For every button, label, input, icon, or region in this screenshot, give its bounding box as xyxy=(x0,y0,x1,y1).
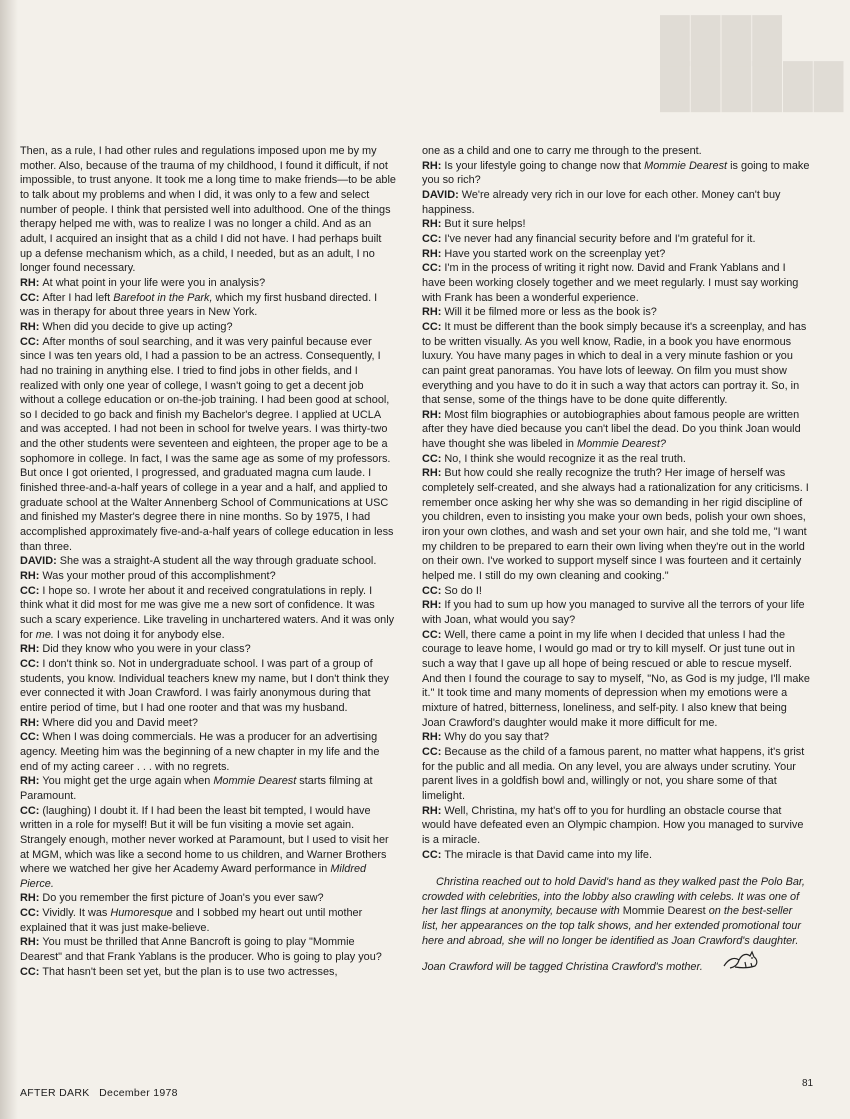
interview-paragraph xyxy=(20,584,396,643)
speaker-label: RH: xyxy=(20,276,43,289)
speaker-label: CC: xyxy=(422,848,445,861)
paragraph-text: I was not doing it for anybody else. xyxy=(53,628,225,641)
interview-paragraph xyxy=(422,730,810,745)
speaker-label: CC: xyxy=(20,657,43,670)
paragraph-text: Do you remember the first picture of Joan's you ever saw? xyxy=(42,892,324,905)
paragraph-text: But how could she really recognize the truth? Her image of herself was completely self-created, and she always had a rationalization for any criticisms. I remember once asking her why she was so demanding in her rigid discipline of you children, even to insisting you make your own beds, polish your own shoes, iron your own clothes, and wash and set your own hair, and she told me, "I want my children to be prepared to earn their own living when they're out in the world on their own. I've worked to support myself since I was fourteen and it certainly helped me. I still do my own cleaning and cooking." xyxy=(422,467,809,583)
paragraph-text: I've never had any financial security before and I'm grateful for it. xyxy=(444,232,756,245)
interview-paragraph xyxy=(20,804,396,892)
interview-paragraph xyxy=(20,320,396,335)
paragraph-text: Then, as a rule, I had other rules and regulations imposed upon me by my mother. Also, because of the trauma of my childhood, I found it difficult, if not impossible, to trust anyone. It took me a long time to make friends—to be able to talk about my problems and when I did, it was only to a few and select number of people. I think that persisted well into adulthood. One of the things therapy helped me with, was to realize I was no longer a child. And as an adult, I acquired an insight that as a child I did not have. I had perhaps built up a defense mechanism which, as a child, I needed, but as an adult, I no longer found necessary. xyxy=(20,145,396,275)
speaker-label: CC: xyxy=(20,907,43,920)
paragraph-text: I'm in the process of writing it right now. David and Frank Yablans and I have been working closely together and we meet regularly. I must say working with Frank has been a wonderful experience. xyxy=(422,262,799,304)
cat-sketch-icon xyxy=(707,948,761,975)
title-reference: Mommie Dearest? xyxy=(577,438,666,451)
interview-paragraph xyxy=(20,642,396,657)
title-reference: Barefoot in the Park, xyxy=(113,291,213,304)
interview-paragraph xyxy=(20,554,396,569)
interview-paragraph xyxy=(422,745,810,804)
interview-paragraph xyxy=(422,232,810,247)
interview-paragraph xyxy=(20,716,396,731)
speaker-label: CC: xyxy=(20,965,43,978)
paragraph-text: Did they know who you were in your class? xyxy=(42,643,251,656)
speaker-label: CC: xyxy=(20,584,43,597)
speaker-label: RH: xyxy=(422,599,445,612)
issue-date: December 1978 xyxy=(99,1087,178,1099)
speaker-label: RH: xyxy=(422,731,445,744)
closing-paragraph: Christina reached out to hold David's hand as they walked past the Polo Bar, crowded with celebrities, into the lobby also crawling with celebs. It was one of her last flings at anonymity, because with Mommie Dearest on the best-seller list, her appearances on the top talk shows, and her extended promotional tour here and abroad, she will no longer be identified as Joan Crawford's daughter. Joan Crawford will be tagged Christina Crawford's mother. xyxy=(422,876,805,974)
paragraph-text: Why do you say that? xyxy=(444,731,550,744)
speaker-label: CC: xyxy=(20,731,43,744)
interview-paragraph xyxy=(20,891,396,906)
interview-paragraph xyxy=(20,335,396,555)
interview-paragraph xyxy=(20,730,396,774)
speaker-label: RH: xyxy=(422,467,445,480)
interview-paragraph xyxy=(20,657,396,716)
paragraph-text: Was your mother proud of this accomplishment? xyxy=(42,570,276,583)
paragraph-text: At what point in your life were you in analysis? xyxy=(42,276,266,289)
interview-paragraph xyxy=(20,906,396,935)
interview-paragraph xyxy=(20,144,396,276)
interview-paragraph xyxy=(422,408,810,452)
paragraph-text: starts filming at Paramount. xyxy=(20,775,373,802)
speaker-label: CC: xyxy=(422,628,445,641)
speaker-label: RH: xyxy=(20,320,43,333)
paragraph-text: Vividly. It was xyxy=(42,907,111,920)
paragraph-text: Will it be filmed more or less as the book is? xyxy=(444,306,657,319)
paragraph-text: Most film biographies or autobiographies about famous people are written after they have died because you can't libel the dead. Do you think Joan would have thought she was libeled in xyxy=(422,408,801,451)
footer-credit xyxy=(20,1087,178,1099)
speaker-label: CC: xyxy=(20,804,43,817)
paragraph-text: We're already very rich in our love for each other. Money can't buy happiness. xyxy=(422,188,781,216)
interview-paragraph xyxy=(422,320,810,408)
paragraph-text: After months of soul searching, and it was very painful because ever since I was ten years old, I had a passion to be an actress. Consequently, I had no training in anything else. I tried to find jobs in other fields, and I realized with only one year of college, I wasn't going to get a decent job without a college education or on-the-job training. I had been good at school, so I decided to go back and finish my Bachelor's degree. I applied at UCLA and was accepted. I had not been in school for twelve years. I was thirty-two and the other students were seventeen and eighteen, the proper age to be a sophomore in college. In fact, I was the same age as some of my professors. But once I got oriented, I progressed, and graduated magna cum laude. I finished three-and-a-half years of college in a year and a half, and applied to graduate school at the Walter Annenberg School of Communications at USC and finished my Master's degree there in nine months. So by 1975, I had accomplished approximately five-and-a-half years of college education in less than three. xyxy=(20,335,394,553)
left-column xyxy=(20,144,396,979)
paragraph-text: Where did you and David meet? xyxy=(42,716,198,729)
interview-paragraph xyxy=(422,804,810,848)
title-reference: Mommie Dearest xyxy=(213,775,297,788)
paragraph-text: No, I think she would recognize it as the real truth. xyxy=(444,452,686,465)
speaker-label: DAVID: xyxy=(20,555,60,568)
paragraph-text: I don't think so. Not in undergraduate school. I was part of a group of students, you know. Individual teachers knew my name, but I don't think they ever connected it with Joan Crawford. I was fairly anonymous during that entire period of time, but I had one rooter and that was my husband. xyxy=(20,657,389,714)
interview-paragraph xyxy=(422,144,810,159)
speaker-label: CC: xyxy=(422,452,445,465)
interview-paragraph xyxy=(422,452,810,467)
title-reference: me. xyxy=(35,628,54,641)
speaker-label: CC: xyxy=(422,320,445,333)
paragraph-text: Is your lifestyle going to change now that xyxy=(444,159,645,172)
paragraph-text: is going to make you so rich? xyxy=(422,159,810,187)
title-reference: Mildred Pierce. xyxy=(20,863,367,890)
paragraph-text: which my first husband directed. I was in therapy for about three years in New York. xyxy=(20,291,378,319)
title-reference: Mommie Dearest xyxy=(644,159,728,172)
interview-paragraph xyxy=(422,598,810,627)
speaker-label: RH: xyxy=(422,159,445,172)
paragraph-text: Well, there came a point in my life when I decided that unless I had the courage to leave home, I would go mad or try to kill myself. Or just tune out in such a way that I gave up all hope of being rescued or able to rescue myself. And then I found the courage to say to myself, "No, as God is my judge, I'll make it." It took time and many moments of depression when my emotions were a mixture of hatred, bitterness, loneliness, and self-pity. I also knew that being Joan Crawford's daughter would make it more difficult for me. xyxy=(422,628,810,729)
interview-paragraph xyxy=(20,935,396,964)
paragraph-text: So do I! xyxy=(444,584,482,597)
speaker-label: CC: xyxy=(20,291,43,304)
paragraph-text: Well, Christina, my hat's off to you for hurdling an obstacle course that would have defeated even an Olympic champion. How you managed to survive is a miracle. xyxy=(422,804,804,846)
speaker-label: RH: xyxy=(422,247,445,260)
paragraph-text: Because as the child of a famous parent, no matter what happens, it's grist for the public and all media. On any level, you are always under scrutiny. Your parent lives in a goldfish bowl and, willingly or not, you share some of that limelight. xyxy=(422,745,805,802)
interview-paragraph xyxy=(422,466,810,583)
paragraph-text: one as a child and one to carry me through to the present. xyxy=(422,145,702,157)
speaker-label: RH: xyxy=(20,775,43,788)
speaker-label: RH: xyxy=(422,804,445,817)
speaker-label: RH: xyxy=(20,936,43,949)
speaker-label: RH: xyxy=(422,306,445,319)
page-number: 81 xyxy=(802,1078,814,1089)
right-column xyxy=(422,144,810,975)
paragraph-text: It must be different than the book simply because it's a screenplay, and has to be written visually. As you well know, Radie, in a book you have enormous luxury. You have many pages in which to deal in a very minute fashion or you can paint great panoramas. You have lots of leeway. On film you must show everything and you have to do it in such a way that actors can portray it. So, in that sense, some of the things have to be done quite differently. xyxy=(422,320,807,407)
paragraph-text: You must be thrilled that Anne Bancroft is going to play "Mommie Dearest" and that Frank Yablans is the producer. Who is going to play you? xyxy=(20,936,382,964)
paragraph-text: If you had to sum up how you managed to survive all the terrors of your life with Joan, what would you say? xyxy=(422,599,805,626)
paragraph-text: When I was doing commercials. He was a producer for an advertising agency. Meeting him was the beginning of a new chapter in my life and the end of my acting career . . . with no regrets. xyxy=(20,731,380,773)
interview-paragraph xyxy=(422,584,810,599)
speaker-label: CC: xyxy=(422,262,445,275)
speaker-label: RH: xyxy=(422,218,445,231)
speaker-label: RH: xyxy=(20,643,43,656)
interview-paragraph xyxy=(20,291,396,320)
interview-paragraph xyxy=(422,628,810,731)
magazine-name: AFTER DARK xyxy=(20,1087,90,1099)
interview-paragraph xyxy=(20,774,396,803)
paragraph-text: She was a straight-A student all the way through graduate school. xyxy=(59,555,377,568)
speaker-label: RH: xyxy=(422,408,445,421)
paragraph-text: You might get the urge again when xyxy=(42,775,214,788)
speaker-label: DAVID: xyxy=(422,188,462,201)
speaker-label: CC: xyxy=(422,232,445,245)
speaker-label: RH: xyxy=(20,716,43,729)
title-reference: Humoresque xyxy=(110,907,173,920)
paragraph-text: Have you started work on the screenplay yet? xyxy=(444,247,666,260)
interview-paragraph xyxy=(422,159,810,188)
paragraph-text: That hasn't been set yet, but the plan is to use two actresses, xyxy=(42,965,338,978)
paragraph-text: I hope so. I wrote her about it and received congratulations in reply. I think what it did most for me was give me a new sort of confidence. It was such a scary experience. Like traveling in unchartered waters. And it was only for xyxy=(20,584,395,641)
speaker-label: CC: xyxy=(422,745,445,758)
interview-paragraph xyxy=(422,188,810,217)
paragraph-text: When did you decide to give up acting? xyxy=(42,320,233,333)
speaker-label: RH: xyxy=(20,570,43,583)
interview-paragraph xyxy=(422,848,810,863)
paragraph-text: and I sobbed my heart out until mother explained that it was just make-believe. xyxy=(20,907,363,934)
paragraph-text: But it sure helps! xyxy=(444,218,526,231)
paragraph-text: (laughing) I doubt it. If I had been the least bit tempted, I would have written in a role for myself! But it will be fun visiting a movie set again. Strangely enough, mother never worked at Paramount, but I used to visit her at MGM, which was like a second home to us children, and Warner Brothers where we watched her give her Academy Award performance in xyxy=(20,804,389,876)
interview-paragraph xyxy=(20,965,396,980)
interview-paragraph xyxy=(422,305,810,320)
interview-paragraph xyxy=(20,276,396,291)
interview-paragraph xyxy=(422,217,810,232)
interview-paragraph xyxy=(422,261,810,305)
interview-paragraph xyxy=(20,569,396,584)
paragraph-text: The miracle is that David came into my life. xyxy=(444,848,652,861)
paragraph-text: After I had left xyxy=(42,291,114,304)
page-gutter-shadow xyxy=(0,0,18,1119)
speaker-label: CC: xyxy=(422,584,445,597)
bleed-through-text: ██████ ████ xyxy=(659,18,844,110)
interview-paragraph xyxy=(422,247,810,262)
speaker-label: CC: xyxy=(20,335,43,348)
speaker-label: RH: xyxy=(20,892,43,905)
